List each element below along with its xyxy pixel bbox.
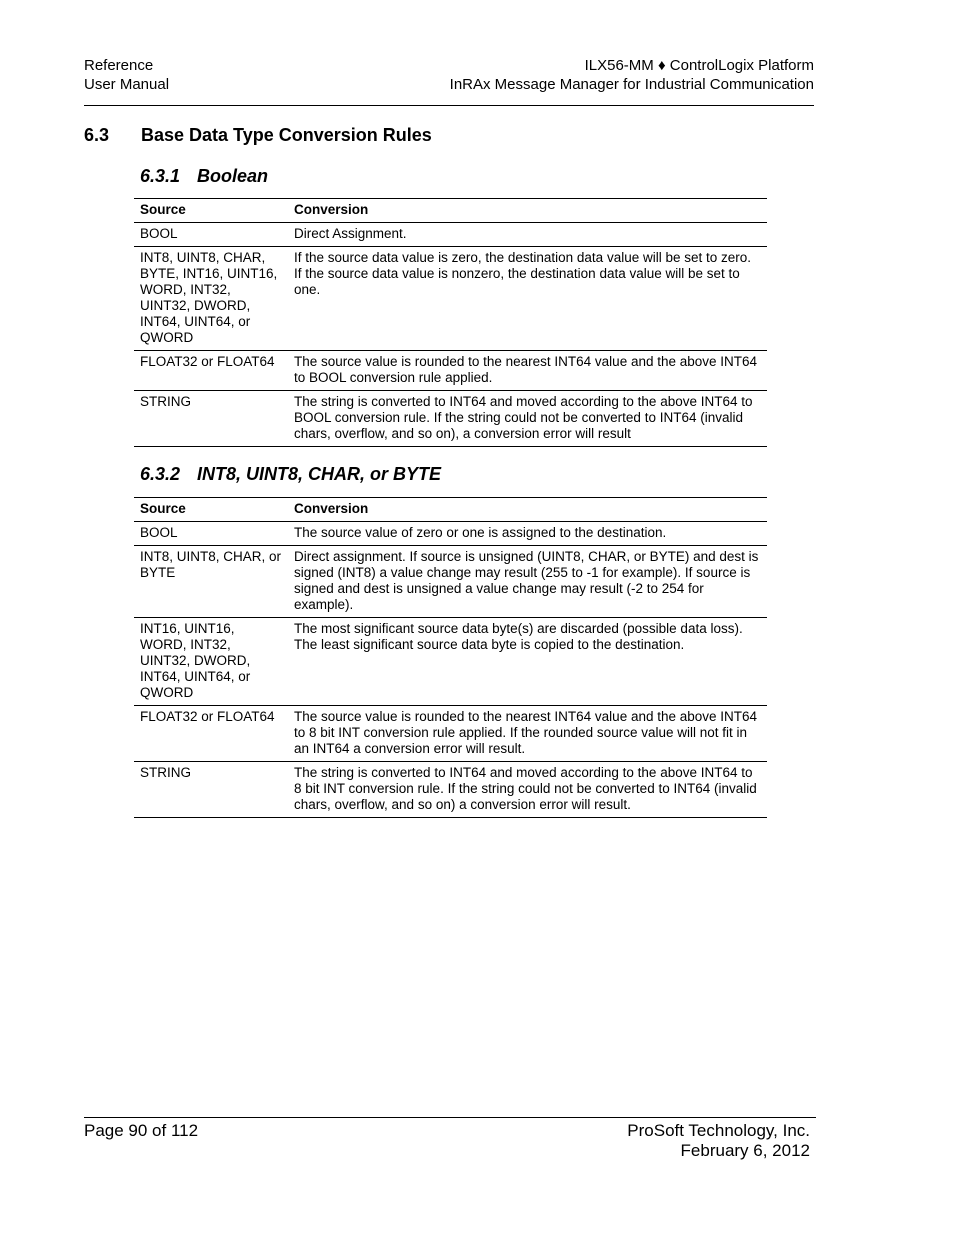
subsection-title: INT8, UINT8, CHAR, or BYTE	[197, 464, 442, 484]
source-cell: STRING	[134, 762, 288, 818]
publish-date: February 6, 2012	[680, 1141, 810, 1160]
conversion-cell: Direct assignment. If source is unsigned (UINT8, CHAR, or BYTE) and dest is signed (INT8) a value change may result (255 to -1 for example). If source is signed and dest is unsigned a value change may result (-2 to 254 for example).	[288, 546, 767, 618]
source-cell: STRING	[134, 391, 288, 447]
footer-left	[84, 1121, 198, 1141]
conversion-cell: If the source data value is zero, the destination data value will be set to zero. If the source data value is nonzero, the destination data value will be set to one.	[288, 247, 767, 351]
section-title: Base Data Type Conversion Rules	[141, 125, 432, 145]
footer-right	[627, 1121, 810, 1161]
subsection-title: Boolean	[197, 166, 269, 186]
table-row	[134, 247, 767, 351]
boolean-conversion-table	[134, 198, 767, 447]
conversion-cell: The most significant source data byte(s) are discarded (possible data loss). The least significant source data byte is copied to the destination.	[288, 618, 767, 706]
table-row	[134, 762, 767, 818]
section-number: 6.3	[84, 125, 110, 145]
page-header	[84, 56, 814, 106]
table-header-row	[134, 199, 767, 223]
table-header-row	[134, 498, 767, 522]
header-product: ILX56-MM ♦ ControlLogix Platform	[584, 57, 814, 74]
subsection-heading-boolean	[140, 166, 268, 187]
header-product-description: InRAx Message Manager for Industrial Communication	[449, 76, 814, 93]
source-cell: INT8, UINT8, CHAR, or BYTE	[134, 546, 288, 618]
source-cell: FLOAT32 or FLOAT64	[134, 706, 288, 762]
conversion-cell: The source value is rounded to the nearest INT64 value and the above INT64 to BOOL conversion rule applied.	[288, 351, 767, 391]
header-chapter: Reference	[84, 57, 154, 74]
source-cell: INT16, UINT16, WORD, INT32, UINT32, DWORD, INT64, UINT64, or QWORD	[134, 618, 288, 706]
section-heading	[84, 125, 432, 146]
header-doc-type: User Manual	[84, 76, 170, 93]
table-row	[134, 706, 767, 762]
conversion-cell: The source value of zero or one is assigned to the destination.	[288, 522, 767, 546]
subsection-heading-int8	[140, 464, 441, 485]
page-number: Page 90 of 112	[84, 1121, 199, 1140]
source-cell: INT8, UINT8, CHAR, BYTE, INT16, UINT16, WORD, INT32, UINT32, DWORD, INT64, UINT64, or QWORD	[134, 247, 288, 351]
subsection-number: 6.3.2	[140, 464, 181, 484]
company-name: ProSoft Technology, Inc.	[627, 1121, 810, 1140]
column-header-source: Source	[134, 498, 288, 522]
conversion-cell: The string is converted to INT64 and moved according to the above INT64 to 8 bit INT conversion rule. If the string could not be converted to INT64 (invalid chars, overflow, and so on) a conversion error will result.	[288, 762, 767, 818]
table-row	[134, 546, 767, 618]
table-row	[134, 351, 767, 391]
table-row	[134, 618, 767, 706]
conversion-cell: Direct Assignment.	[288, 223, 767, 247]
subsection-number: 6.3.1	[140, 166, 181, 186]
source-cell: FLOAT32 or FLOAT64	[134, 351, 288, 391]
conversion-cell: The source value is rounded to the nearest INT64 value and the above INT64 to 8 bit INT conversion rule applied. If the rounded source value will not fit in an INT64 a conversion error will result.	[288, 706, 767, 762]
source-cell: BOOL	[134, 223, 288, 247]
table-row	[134, 391, 767, 447]
header-left	[84, 56, 169, 94]
page-footer	[84, 1117, 816, 1168]
header-right	[450, 56, 814, 94]
column-header-conversion: Conversion	[288, 199, 767, 223]
source-cell: BOOL	[134, 522, 288, 546]
conversion-cell: The string is converted to INT64 and moved according to the above INT64 to BOOL conversion rule. If the string could not be converted to INT64 (invalid chars, overflow, and so on), a conversion error will result	[288, 391, 767, 447]
table-row	[134, 223, 767, 247]
int8-conversion-table	[134, 497, 767, 818]
table-row	[134, 522, 767, 546]
column-header-source: Source	[134, 199, 288, 223]
column-header-conversion: Conversion	[288, 498, 767, 522]
